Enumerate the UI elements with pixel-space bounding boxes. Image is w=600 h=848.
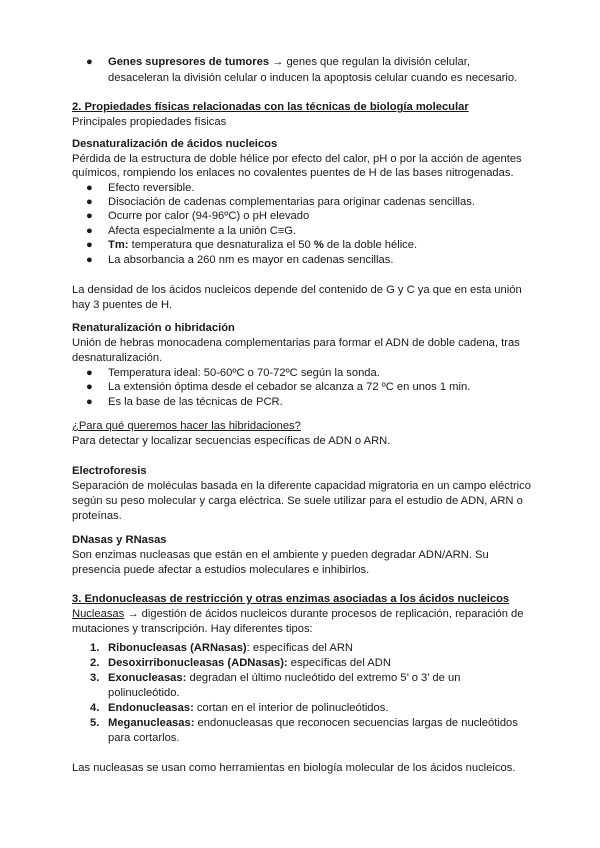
bullet-icon: ● (86, 182, 93, 194)
list-number: 5. (90, 717, 100, 729)
dnasas-title: DNasas y RNasas (72, 534, 167, 546)
nuclease-item-3: Exonucleasas: degradan el último nucleótido del extremo 5’ o 3’ de un (108, 672, 461, 684)
nucleasas-closing: Las nucleasas se usan como herramientas en biología molecular de los ácidos nucleicos. (72, 762, 516, 774)
densidad-line-2: hay 3 puentes de H. (72, 299, 173, 311)
dnasas-line-2: presencia puede afectar a estudios moleculares e inhibirlos. (72, 564, 370, 576)
tumor-genes-bullet-cont: desaceleran la división celular o inducen la apoptosis celular cuando es necesario. (108, 72, 518, 84)
hibridaciones-question: ¿Para qué queremos hacer las hibridaciones? (72, 420, 301, 432)
tumor-genes-bullet: Genes supresores de tumores → genes que regulan la división celular, (108, 56, 470, 68)
bullet-icon: ● (86, 254, 93, 266)
electroforesis-line-2: según su peso molecular y carga eléctrica. Se suele utilizar para el estudio de ADN, ARN o (72, 495, 523, 507)
list-number: 2. (90, 657, 100, 669)
nucleasas-intro-1: Nucleasas → digestión de ácidos nucleicos durante procesos de replicación, reparación de (72, 608, 524, 620)
section-3-heading: 3. Endonucleasas de restricción y otras enzimas asociadas a los ácidos nucleicos (72, 593, 510, 605)
desnat-bullet-2: Disociación de cadenas complementarias para originar cadenas sencillas. (108, 196, 475, 208)
nuclease-item-5-cont: para cortarlos. (108, 732, 180, 744)
bullet-icon: ● (86, 381, 93, 393)
desnaturalizacion-paragraph-2: químicos, rompiendo los enlaces no covalentes puentes de H de las bases nitrogenadas. (72, 167, 514, 179)
desnaturalizacion-paragraph-1: Pérdida de la estructura de doble hélice por efecto del calor, pH o por la acción de agentes (72, 153, 522, 165)
renaturalizacion-paragraph-2: desnaturalización. (72, 352, 163, 364)
renaturalizacion-paragraph-1: Unión de hebras monocadena complementarias para formar el ADN de doble cadena, tras (72, 337, 520, 349)
nuclease-item-5: Meganucleasas: endonucleasas que reconocen secuencias largas de nucleótidos (108, 717, 518, 729)
nuclease-item-1: Ribonucleasas (ARNasas): específicas del ARN (108, 642, 353, 654)
desnat-bullet-4: Afecta especialmente a la unión C≡G. (108, 225, 297, 237)
electroforesis-title: Electroforesis (72, 465, 147, 477)
list-number: 1. (90, 642, 100, 654)
section-2-heading: 2. Propiedades físicas relacionadas con las técnicas de biología molecular (72, 101, 469, 113)
bullet-icon: ● (86, 225, 93, 237)
list-number: 4. (90, 702, 100, 714)
nuclease-item-4: Endonucleasas: cortan en el interior de polinucleótidos. (108, 702, 389, 714)
renat-bullet-3: Es la base de las técnicas de PCR. (108, 396, 283, 408)
bullet-icon: ● (86, 367, 93, 379)
densidad-line-1: La densidad de los ácidos nucleicos depende del contenido de G y C ya que en esta unión (72, 284, 522, 296)
nucleasas-intro-2: mutaciones y transcripción. Hay diferentes tipos: (72, 623, 313, 635)
bullet-icon: ● (86, 396, 93, 408)
section-2-subtitle: Principales propiedades físicas (72, 116, 227, 128)
desnat-bullet-6: La absorbancia a 260 nm es mayor en cadenas sencillas. (108, 254, 394, 266)
desnat-bullet-1: Efecto reversible. (108, 182, 195, 194)
desnat-bullet-5: Tm: temperatura que desnaturaliza el 50 % de la doble hélice. (108, 239, 418, 251)
desnaturalizacion-title: Desnaturalización de ácidos nucleicos (72, 138, 278, 150)
bullet-icon: ● (86, 196, 93, 208)
bullet-icon: ● (86, 210, 93, 222)
nuclease-item-3-cont: polinucleótido. (108, 687, 180, 699)
renat-bullet-1: Temperatura ideal: 50-60ºC o 70-72ºC según la sonda. (108, 367, 380, 379)
list-number: 3. (90, 672, 100, 684)
electroforesis-line-1: Separación de moléculas basada en la diferente capacidad migratoria en un campo eléctrico (72, 480, 531, 492)
electroforesis-line-3: proteínas. (72, 510, 122, 522)
bullet-icon: ● (86, 56, 93, 68)
renaturalizacion-title: Renaturalización o hibridación (72, 322, 235, 334)
bullet-icon: ● (86, 239, 93, 251)
nuclease-item-2: Desoxirribonucleasas (ADNasas): específicas del ADN (108, 657, 391, 669)
hibridaciones-answer: Para detectar y localizar secuencias específicas de ADN o ARN. (72, 435, 391, 447)
dnasas-line-1: Son enzimas nucleasas que están en el ambiente y pueden degradar ADN/ARN. Su (72, 549, 489, 561)
desnat-bullet-3: Ocurre por calor (94-96ºC) o pH elevado (108, 210, 310, 222)
renat-bullet-2: La extensión óptima desde el cebador se alcanza a 72 ºC en unos 1 min. (108, 381, 471, 393)
